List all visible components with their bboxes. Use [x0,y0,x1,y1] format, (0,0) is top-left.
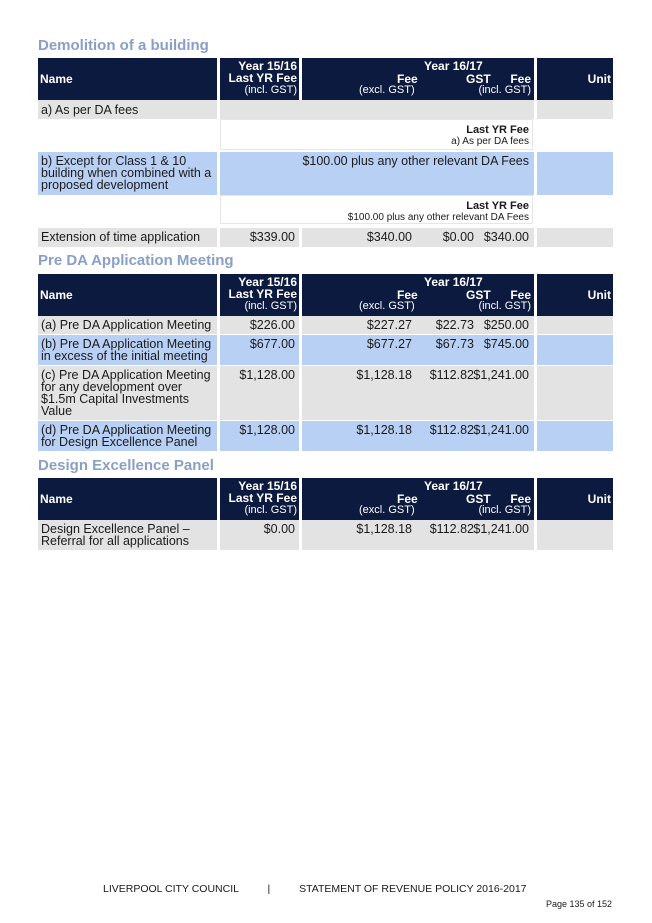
header-incl-gst: (incl. GST) [244,300,297,312]
header-year16: Year 16/17 [424,275,483,289]
cell-fee-incl: $1,241.00 [473,368,529,382]
header-unit: Unit [587,492,611,506]
page-footer [103,883,527,895]
note-value: a) As per DA fees [451,136,529,147]
header-incl-gst-total: (incl. GST) [478,300,531,312]
footer-separator: | [267,883,271,895]
cell-gst: $67.73 [435,337,474,351]
cell-fee-excl: $227.27 [366,318,412,332]
cell-fee-excl: $1,128.18 [356,522,412,536]
header-last-yr-fee: Last YR Fee [228,491,297,505]
table-row [38,228,613,247]
cell-fee-incl: $745.00 [483,337,529,351]
cell-fee-excl: $340.00 [366,230,412,244]
header-excl-gst: (excl. GST) [359,300,415,312]
header-year15: Year 15/16 [238,479,297,493]
row-name-line: for any development over [41,380,183,394]
header-gst: GST [466,72,491,86]
header-year15: Year 15/16 [238,275,297,289]
cell-last-yr-fee: $677.00 [249,337,295,351]
cell-fee-excl: $1,128.18 [356,423,412,437]
header-name: Name [40,492,73,506]
header-year15: Year 15/16 [238,59,297,73]
last-yr-fee-note [220,195,533,224]
header-last-yr-fee: Last YR Fee [228,287,297,301]
note-title: Last YR Fee [466,124,529,136]
header-name: Name [40,288,73,302]
footer-council: LIVERPOOL CITY COUNCIL [103,883,239,895]
header-incl-gst-total: (incl. GST) [478,84,531,96]
row-name-line: proposed development [41,178,169,192]
cell-gst: $112.82 [429,368,474,382]
table-row [38,316,613,334]
footer-statement: STATEMENT OF REVENUE POLICY 2016-2017 [299,883,527,895]
section-title: Demolition of a building [38,37,209,54]
note-value: $100.00 plus any other relevant DA Fees [347,212,529,223]
row-name-line: Design Excellence Panel – [41,522,190,536]
header-unit: Unit [587,72,611,86]
row-name-line: (c) Pre DA Application Meeting [41,368,211,382]
row-name: Extension of time application [41,230,201,244]
header-gst: GST [466,492,491,506]
header-year16: Year 16/17 [424,479,483,493]
cell-fee-incl: $340.00 [483,230,529,244]
cell-fee-incl: $1,241.00 [473,522,529,536]
header-fee: Fee [397,288,418,302]
cell-last-yr-fee: $1,128.00 [239,423,295,437]
cell-last-yr-fee: $1,128.00 [239,368,295,382]
table-row [38,520,613,550]
header-fee-total: Fee [510,72,531,86]
cell-last-yr-fee: $226.00 [249,318,295,332]
row-name-line: $1.5m Capital Investments [41,392,189,406]
page-number: Page 135 of 152 [545,899,612,909]
table-row [38,335,613,365]
header-year16: Year 16/17 [424,59,483,73]
header-fee: Fee [397,72,418,86]
table-row [38,366,613,420]
table-row [38,152,613,195]
cell-last-yr-fee: $0.00 [263,522,295,536]
row-name-line: building when combined with a [41,166,212,180]
row-name-line: Value [41,404,73,418]
cell-last-yr-fee: $339.00 [249,230,295,244]
cell-gst: $112.82 [429,423,474,437]
row-name-line: (d) Pre DA Application Meeting [41,423,212,437]
header-excl-gst: (excl. GST) [359,504,415,516]
header-excl-gst: (excl. GST) [359,84,415,96]
row-name-line: b) Except for Class 1 & 10 [41,154,187,168]
header-fee: Fee [397,492,418,506]
header-gst: GST [466,288,491,302]
row-name: a) As per DA fees [41,103,139,117]
cell-gst: $0.00 [442,230,474,244]
header-unit: Unit [587,288,611,302]
cell-fee-incl: $1,241.00 [473,423,529,437]
header-incl-gst: (incl. GST) [244,504,297,516]
cell-fee-excl: $677.27 [366,337,412,351]
row-name-line: in excess of the initial meeting [41,349,208,363]
last-yr-fee-note [220,119,533,150]
header-fee-total: Fee [510,492,531,506]
header-name: Name [40,72,73,86]
row-name-line: Referral for all applications [41,534,189,548]
cell-fee-excl: $1,128.18 [356,368,412,382]
cell-fee-incl: $250.00 [483,318,529,332]
row-name-line: for Design Excellence Panel [41,435,198,449]
table-row [38,421,613,451]
header-fee-total: Fee [510,288,531,302]
section-title: Design Excellence Panel [38,457,214,474]
row-span-text: $100.00 plus any other relevant DA Fees [302,154,529,168]
header-incl-gst-total: (incl. GST) [478,504,531,516]
cell-gst: $112.82 [429,522,474,536]
note-title: Last YR Fee [466,200,529,212]
section-title: Pre DA Application Meeting [38,252,234,269]
header-last-yr-fee: Last YR Fee [228,71,297,85]
cell-gst: $22.73 [435,318,474,332]
row-name-line: (a) Pre DA Application Meeting [41,318,212,332]
row-name-line: (b) Pre DA Application Meeting [41,337,212,351]
header-incl-gst: (incl. GST) [244,84,297,96]
